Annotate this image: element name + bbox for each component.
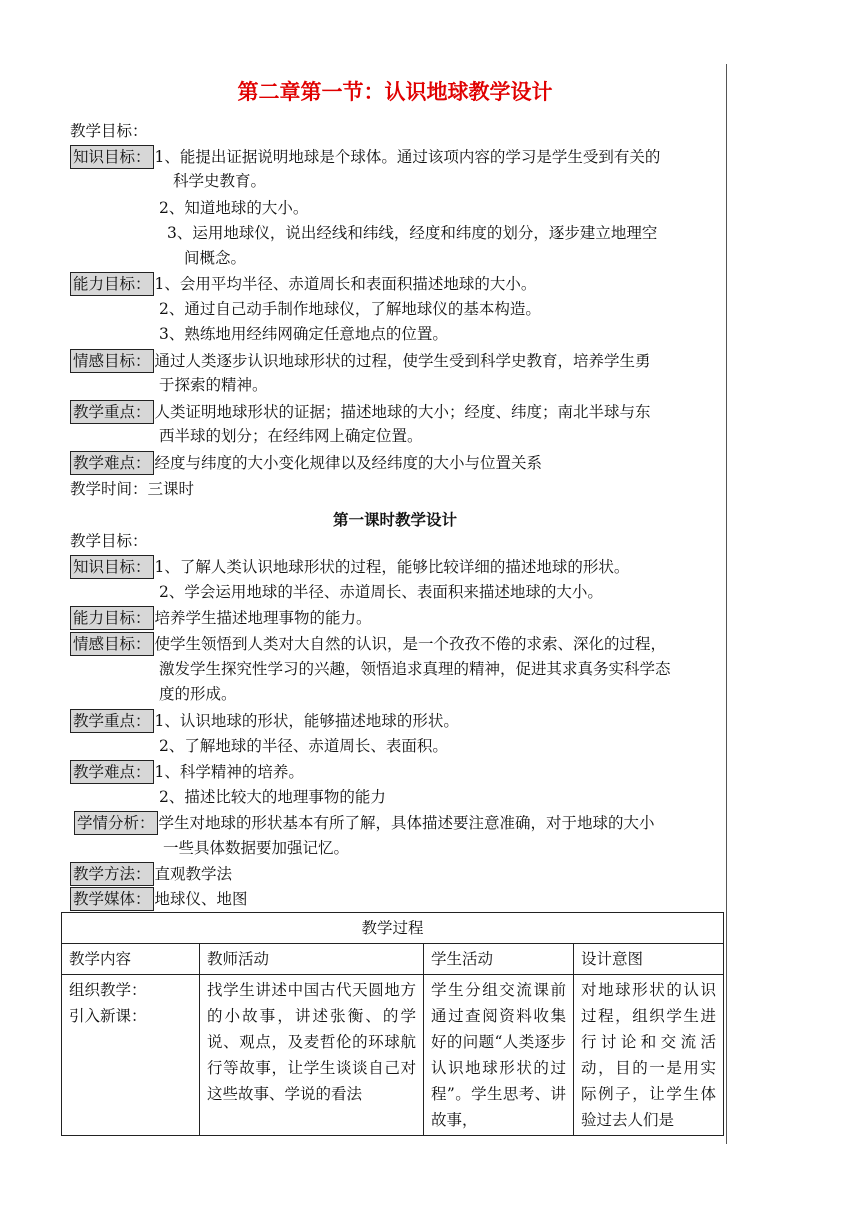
table-row: [62, 975, 724, 1136]
lesson1-method-row: [70, 862, 232, 886]
lesson1-key-label: 教学重点：: [70, 709, 154, 733]
key-point-label: 教学重点：: [70, 400, 154, 424]
lesson1-difficulty-label: 教学难点：: [70, 760, 154, 784]
lesson1-difficulty-2: 2、描述比较大的地理事物的能力: [159, 788, 386, 806]
table-header-cell: 设计意图: [574, 944, 724, 975]
key-point-b: 西半球的划分；在经纬网上确定位置。: [159, 427, 423, 445]
ability-goal-1: 1、会用平均半径、赤道周长和表面积描述地球的大小。: [154, 275, 537, 293]
lesson1-key-1: 1、认识地球的形状，能够描述地球的形状。: [154, 712, 459, 730]
ability-goal-2: 2、通过自己动手制作地球仪，了解地球仪的基本构造。: [159, 300, 541, 318]
lesson1-title: 第一课时教学设计: [332, 511, 457, 529]
lesson1-analysis-a: 学生对地球的形状基本有所了解，具体描述要注意准确，对于地球的大小: [158, 814, 655, 832]
page-margin-line: [726, 64, 727, 1144]
teaching-time: 教学时间：三课时: [70, 480, 195, 498]
emotion-goal-label: 情感目标：: [70, 349, 154, 373]
lesson1-method-label: 教学方法：: [70, 862, 154, 886]
lesson1-ability-label: 能力目标：: [70, 606, 154, 630]
page-title: 第二章第一节：认识地球教学设计: [237, 80, 553, 104]
lesson1-analysis-label: 学情分析：: [74, 811, 158, 835]
lesson1-media-text: 地球仪、地图: [154, 890, 248, 908]
lesson1-knowledge-2: 2、学会运用地球的半径、赤道周长、表面积来描述地球的大小。: [159, 583, 603, 601]
lesson1-emotion-row: [70, 632, 666, 656]
table-header-row: [62, 944, 724, 975]
lesson1-difficulty-row: [70, 760, 304, 784]
emotion-goal-a: 通过人类逐步认识地球形状的过程，使学生受到科学史教育，培养学生勇: [154, 352, 651, 370]
lesson1-analysis-row: [74, 811, 655, 835]
lesson1-key-row: [70, 709, 459, 733]
ability-goal-label: 能力目标：: [70, 272, 154, 296]
goals-heading: 教学目标：: [70, 122, 148, 140]
knowledge-goal-1b: 科学史教育。: [173, 172, 267, 190]
knowledge-goal-3a: 3、运用地球仪，说出经线和纬线，经度和纬度的划分，逐步建立地理空: [167, 224, 658, 242]
knowledge-goal-1a: 1、能提出证据说明地球是个球体。通过该项内容的学习是学生受到有关的: [154, 148, 661, 166]
lesson1-analysis-b: 一些具体数据要加强记忆。: [163, 839, 350, 857]
difficulty-label: 教学难点：: [70, 451, 154, 475]
lesson1-emotion-label: 情感目标：: [70, 632, 154, 656]
table-caption-row: [62, 913, 724, 944]
key-point-row: [70, 400, 651, 424]
table-header-cell: 学生活动: [424, 944, 574, 975]
emotion-goal-b: 于探索的精神。: [159, 376, 268, 394]
table-cell-student: 学生分组交流课前通过查阅资料收集好的问题“人类逐步认识地球形状的过程”。学生思考、讲故事，: [424, 975, 574, 1136]
lesson1-method-text: 直观教学法: [154, 865, 233, 883]
knowledge-goal-3b: 间概念。: [184, 249, 247, 267]
lesson1-goals-heading: 教学目标：: [70, 532, 148, 550]
lesson1-knowledge-label: 知识目标：: [70, 555, 154, 579]
difficulty-row: [70, 451, 542, 475]
table-caption: 教学过程: [62, 913, 724, 944]
knowledge-goal-row: [70, 145, 660, 169]
lesson1-knowledge-row: [70, 555, 629, 579]
lesson1-knowledge-1: 1、了解人类认识地球形状的过程，能够比较详细的描述地球的形状。: [154, 558, 630, 576]
lesson1-ability-text: 培养学生描述地理事物的能力。: [154, 609, 372, 627]
table-header-cell: 教学内容: [62, 944, 200, 975]
table-cell-teacher: 找学生讲述中国古代天圆地方的小故事，讲述张衡、的学说、观点，及麦哲伦的环球航行等故事，让学生谈谈自己对这些故事、学说的看法: [200, 975, 424, 1136]
table-cell-content: 组织教学： 引入新课：: [62, 975, 200, 1136]
difficulty-text: 经度与纬度的大小变化规律以及经纬度的大小与位置关系: [154, 454, 543, 472]
teaching-process-table: [61, 912, 724, 1136]
lesson1-media-row: [70, 887, 248, 911]
lesson1-emotion-a: 使学生领悟到人类对大自然的认识，是一个孜孜不倦的求索、深化的过程，: [154, 635, 667, 653]
ability-goal-3: 3、熟练地用经纬网确定任意地点的位置。: [159, 325, 448, 343]
table-cell-intent: 对地球形状的认识过程，组织学生进行讨论和交流活动，目的一是用实际例子，让学生体验过去人们是: [574, 975, 724, 1136]
knowledge-goal-2: 2、知道地球的大小。: [159, 199, 309, 217]
lesson1-emotion-b: 激发学生探究性学习的兴趣，领悟追求真理的精神，促进其求真务实科学态: [159, 660, 671, 678]
lesson1-difficulty-1: 1、科学精神的培养。: [154, 763, 304, 781]
key-point-a: 人类证明地球形状的证据；描述地球的大小；经度、纬度；南北半球与东: [154, 403, 651, 421]
lesson1-key-2: 2、了解地球的半径、赤道周长、表面积。: [159, 737, 448, 755]
lesson1-media-label: 教学媒体：: [70, 887, 154, 911]
lesson1-emotion-c: 度的形成。: [159, 685, 237, 703]
knowledge-goal-label: 知识目标：: [70, 145, 154, 169]
table-header-cell: 教师活动: [200, 944, 424, 975]
ability-goal-row: [70, 272, 536, 296]
lesson1-ability-row: [70, 606, 372, 630]
emotion-goal-row: [70, 349, 651, 373]
